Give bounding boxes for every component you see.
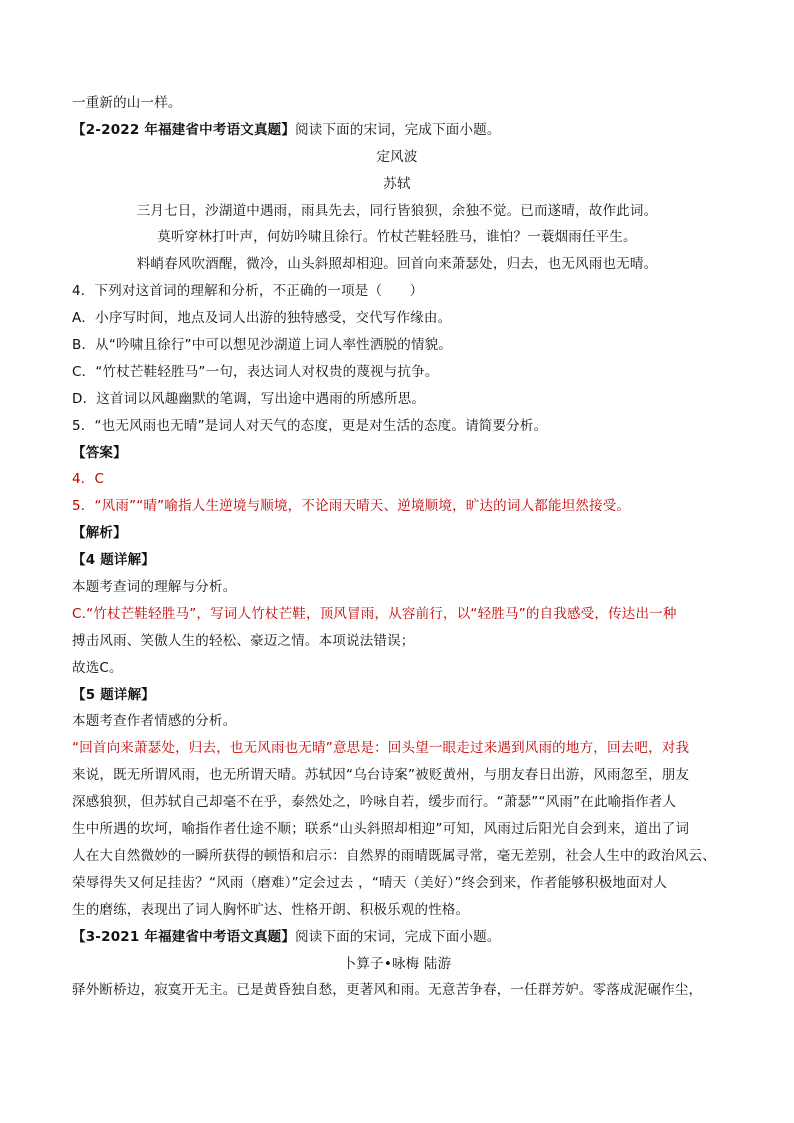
q3-intro: 阅读下面的宋词，完成下面小题。	[295, 928, 501, 945]
answer-5: 5．“风雨”“晴”喻指人生逆境与顺境，不论雨天晴天、逆境顺境，旷达的词人都能坦然接受。	[72, 498, 631, 515]
poem-title: 定风波	[376, 148, 418, 165]
answer-4: 4．C	[72, 471, 105, 488]
question-4: 4．下列对这首词的理解和分析，不正确的一项是（ ）	[72, 283, 424, 300]
analysis-header: 【解析】	[72, 525, 127, 542]
q2-tag: 【2-2022 年福建省中考语文真题】	[72, 121, 296, 138]
detail-5-line-2: 深感狼狈，但苏轼自己却毫不在乎，泰然处之，吟咏自若，缓步而行。“萧瑟”“风雨”在此喻指作者人	[72, 794, 677, 811]
q2-heading	[72, 117, 722, 144]
detail-4-intro: 本题考查词的理解与分析。	[72, 579, 237, 596]
detail-5-header: 【5 题详解】	[72, 686, 155, 703]
poem-author: 苏轼	[383, 175, 411, 192]
q3-heading	[72, 924, 722, 951]
detail-5-line-6: 生的磨练，表现出了词人胸怀旷达、性格开朗、积极乐观的性格。	[72, 901, 470, 918]
poem-preface: 三月七日，沙湖道中遇雨，雨具先去，同行皆狼狈，余独不觉。已而遂晴，故作此词。	[136, 202, 658, 219]
q3-tag: 【3-2021 年福建省中考语文真题】	[72, 928, 296, 945]
detail-5-intro: 本题考查作者情感的分析。	[72, 713, 237, 730]
poem-verse-1: 莫听穿林打叶声，何妨吟啸且徐行。竹杖芒鞋轻胜马，谁怕？一蓑烟雨任平生。	[157, 229, 637, 246]
q3-verse-1: 驿外断桥边，寂寞开无主。已是黄昏独自愁，更著风和雨。无意苦争春，一任群芳妒。零落成泥碾作尘，	[72, 982, 703, 999]
option-b: B．从“吟啸且徐行”中可以想见沙湖道上词人率性洒脱的情貌。	[72, 337, 453, 354]
option-a: A．小序写时间，地点及词人出游的独特感受，交代写作缘由。	[72, 310, 452, 327]
detail-5-line-4: 人在大自然微妙的一瞬所获得的顿悟和启示：自然界的雨晴既属寻常，毫无差别，社会人生中的政治风云、	[72, 847, 716, 864]
question-5: 5．“也无风雨也无晴”是词人对天气的态度，更是对生活的态度。请简要分析。	[72, 417, 548, 434]
poem-verse-2: 料峭春风吹酒醒，微冷，山头斜照却相迎。回首向来萧瑟处，归去，也无风雨也无晴。	[136, 256, 658, 273]
detail-5-red-line: “回首向来萧瑟处，归去，也无风雨也无晴”意思是：回头望一眼走过来遇到风雨的地方，回去吧，对我	[72, 740, 690, 757]
detail-5-line-3: 生中所遇的坎坷，喻指作者仕途不顺；联系“山头斜照却相迎”可知，风雨过后阳光自会到来，道出了词	[72, 821, 690, 838]
document-page	[72, 90, 722, 1004]
option-d: D．这首词以风趣幽默的笔调，写出途中遇雨的所感所思。	[72, 390, 426, 407]
continuation-text: 一重新的山一样。	[72, 95, 182, 111]
detail-4-cont: 搏击风雨、笑傲人生的轻松、豪迈之情。本项说法错误；	[72, 632, 415, 649]
q2-intro: 阅读下面的宋词，完成下面小题。	[295, 121, 501, 138]
detail-5-line-1: 来说，既无所谓风雨，也无所谓天晴。苏轼因“乌台诗案”被贬黄州，与朋友春日出游，风雨忽至，朋友	[72, 767, 690, 784]
answer-header: 【答案】	[72, 444, 127, 461]
option-c: C．“竹杖芒鞋轻胜马”一句，表达词人对权贵的蔑视与抗争。	[72, 363, 439, 380]
detail-4-red-line: C.“竹杖芒鞋轻胜马”，写词人竹杖芒鞋，顶风冒雨，从容前行，以“轻胜马”的自我感受，传达出一种	[72, 605, 677, 622]
detail-4-header: 【4 题详解】	[72, 552, 155, 569]
q3-poem-heading: 卜算子•咏梅 陆游	[342, 955, 452, 972]
detail-4-choice: 故选C。	[72, 659, 123, 676]
detail-5-line-5: 荣辱得失又何足挂齿？“风雨（磨难）”定会过去 ，“晴天（美好）”终会到来，作者能够积极地面对人	[72, 874, 668, 891]
